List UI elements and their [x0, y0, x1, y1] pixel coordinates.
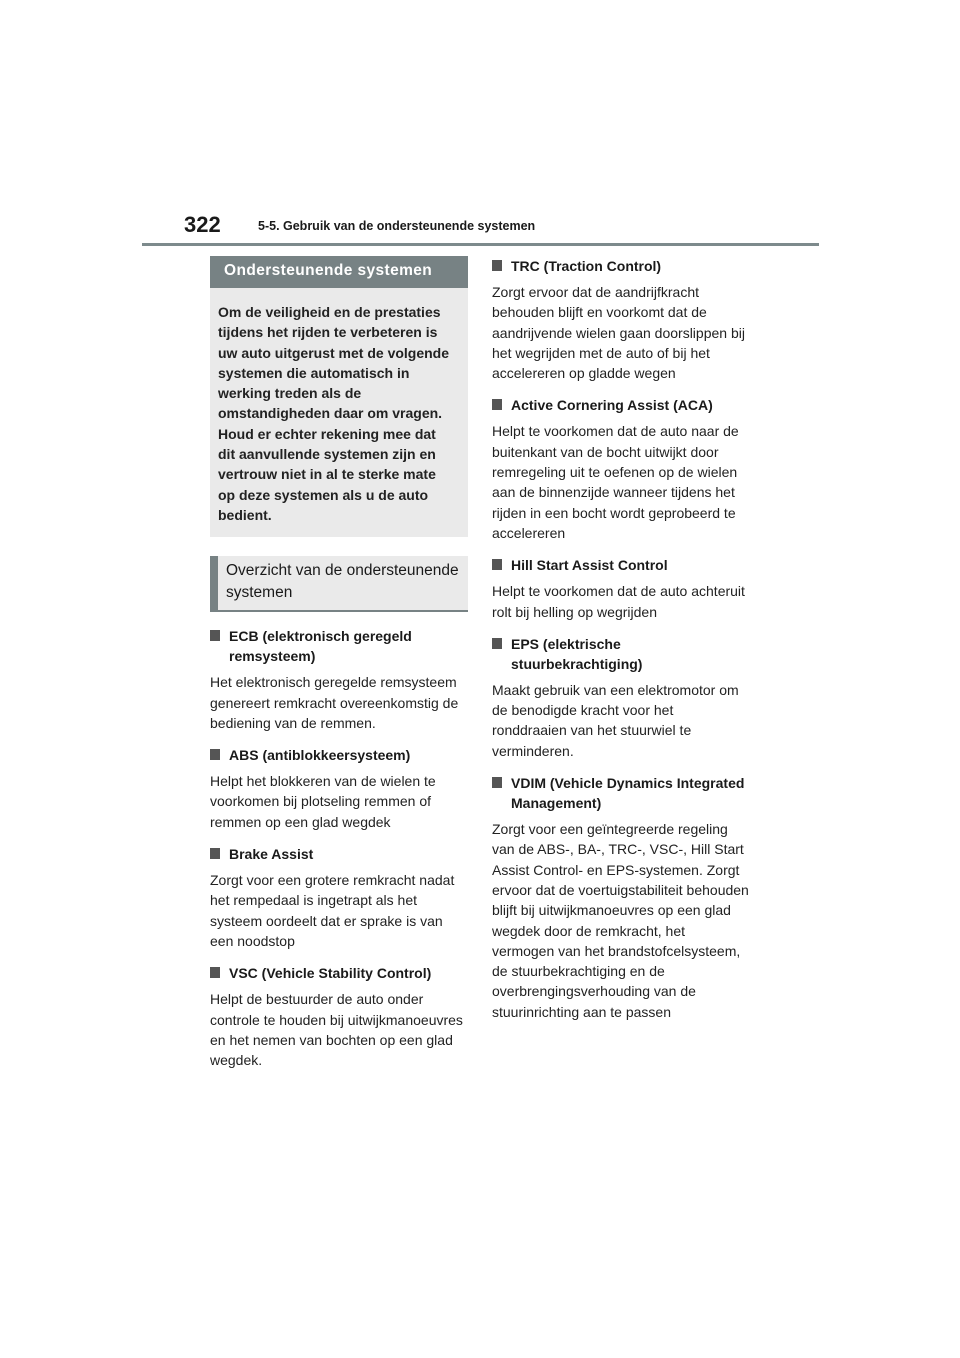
system-item — [492, 555, 750, 622]
system-item-text: Helpt de bestuurder de auto onder controle te houden bij uitwijkmanoeuvres en het nemen van bochten op een glad wegdek. — [210, 991, 463, 1069]
page-number: 322 — [184, 212, 221, 237]
system-item-title: VSC (Vehicle Stability Control) — [210, 963, 468, 983]
system-item-text: Zorgt ervoor dat de aandrijfkracht behouden blijft en voorkomt dat de aandrijvende wielen gaan doorslippen bij het wegrijden met de auto of bij het accelereren op gladde wegen — [492, 284, 745, 382]
system-item-text: Het elektronisch geregelde remsysteem genereert remkracht overeenkomstig de bediening van de remmen. — [210, 674, 459, 731]
system-item-text: Helpt te voorkomen dat de auto achteruit rolt bij helling op wegrijden — [492, 583, 745, 620]
system-item-title: Hill Start Assist Control — [492, 555, 750, 575]
system-item-text: Zorgt voor een geïntegreerde regeling van de ABS-, BA-, TRC-, VSC-, Hill Start Assist Control- en EPS-systemen. Zorgt ervoor dat de voertuigstabiliteit behouden blijft bij uitwijkmanoeuvres op een glad wegdek door de remkracht, het vermogen van het brandstofcelsysteem, de stuurbekrachtiging en de overbrengingsverhouding van de stuurinrichting aan te passen — [492, 821, 749, 1020]
intro-box — [210, 256, 468, 537]
system-item-title: TRC (Traction Control) — [492, 256, 750, 276]
intro-box-body: Om de veiligheid en de prestaties tijdens het rijden te verbeteren is uw auto uitgerust met de volgende systemen die automatisch in werking treden als de omstandigheden daar om vragen. Houd er echter rekening mee dat dit aanvullende systemen zijn en vertrouw niet in al te sterke mate op deze systemen als u de auto bedient. — [210, 288, 468, 537]
intro-box-title: Ondersteunende systemen — [210, 256, 468, 288]
system-item — [492, 256, 750, 383]
system-item-text: Helpt te voorkomen dat de auto naar de buitenkant van de bocht uitwijkt door remregeling uit te oefenen op de wielen aan de binnenzijde wanneer tijdens het rijden in een bocht wordt geprobeerd te accelereren — [492, 423, 739, 541]
system-item-text: Zorgt voor een grotere remkracht nadat het rempedaal is ingetrapt als het systeem oordeelt dat er sprake is van een noodstop — [210, 872, 455, 949]
system-item — [492, 773, 750, 1022]
overview-heading: Overzicht van de ondersteunende systemen — [210, 556, 468, 612]
system-item — [210, 745, 468, 832]
square-bullet-icon — [210, 848, 220, 859]
system-item — [492, 634, 750, 761]
system-item-title: EPS (elektrische stuurbekrachtiging) — [492, 634, 750, 674]
system-item — [492, 395, 750, 543]
system-item-title: ABS (antiblokkeersysteem) — [210, 745, 468, 765]
system-item — [210, 963, 468, 1070]
square-bullet-icon — [492, 638, 502, 649]
system-item-text: Maakt gebruik van een elektromotor om de benodigde kracht voor het ronddraaien van het stuurwiel te verminderen. — [492, 681, 739, 759]
square-bullet-icon — [492, 559, 502, 570]
square-bullet-icon — [210, 749, 220, 760]
system-item-title: Brake Assist — [210, 844, 468, 864]
system-item — [210, 844, 468, 951]
system-item-title: ECB (elektronisch geregeld remsysteem) — [210, 626, 468, 666]
square-bullet-icon — [210, 967, 220, 978]
square-bullet-icon — [210, 630, 220, 641]
square-bullet-icon — [492, 399, 502, 410]
square-bullet-icon — [492, 260, 502, 271]
system-item — [210, 626, 468, 733]
system-item-title: Active Cornering Assist (ACA) — [492, 395, 750, 415]
left-column — [210, 256, 468, 1070]
right-column — [492, 256, 750, 1022]
system-item-text: Helpt het blokkeren van de wielen te voorkomen bij plotseling remmen of remmen op een glad wegdek — [210, 773, 436, 830]
system-item-title: VDIM (Vehicle Dynamics Integrated Management) — [492, 773, 750, 813]
square-bullet-icon — [492, 777, 502, 788]
section-title: 5-5. Gebruik van de ondersteunende systemen — [258, 219, 536, 233]
header-divider — [142, 243, 819, 246]
